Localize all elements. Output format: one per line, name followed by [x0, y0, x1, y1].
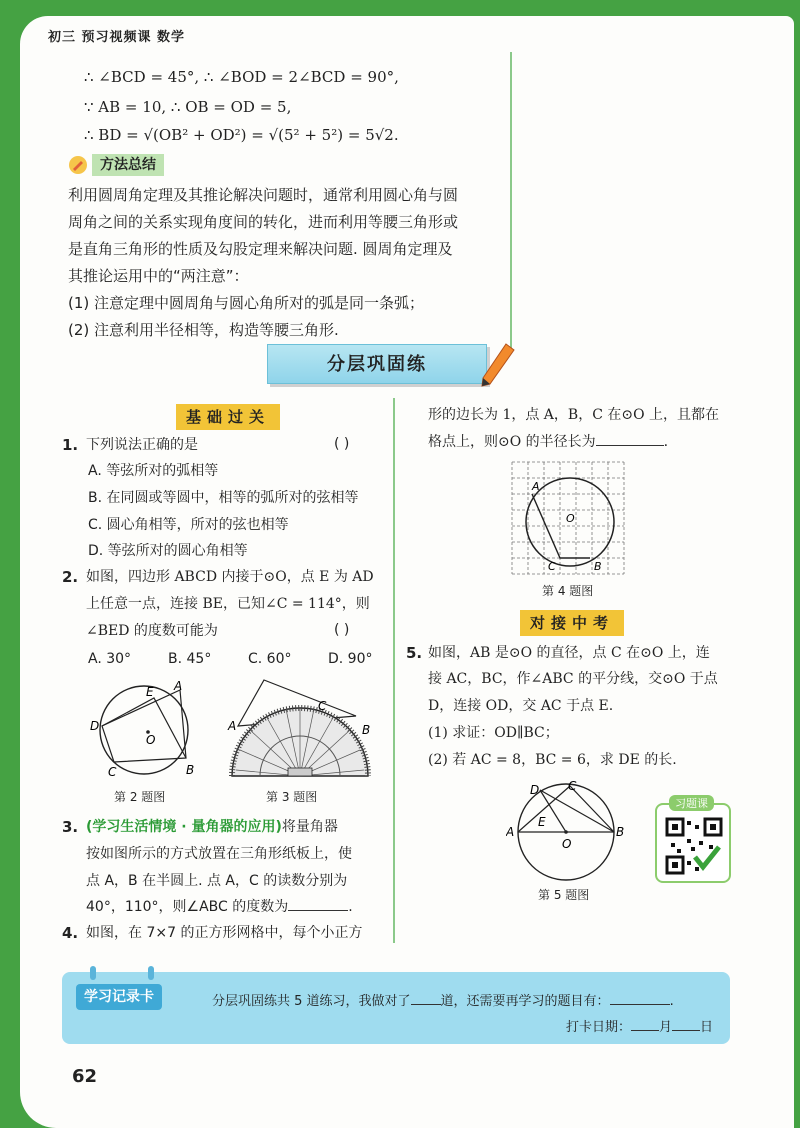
fig5-label-b: B: [616, 825, 625, 839]
q3-line-4-text: 40°，110°，则∠ABC 的度数为: [86, 899, 289, 915]
section-exam-title: 对接中考: [520, 610, 624, 636]
record-card-title: 学习记录卡: [76, 984, 162, 1010]
q3-protractor-figure: [226, 676, 376, 786]
q2-caption: 第 2 题图: [114, 790, 166, 804]
q3-line-4-end: .: [348, 899, 353, 915]
q1-option-b: B. 在同圆或等圆中，相等的弧所对的弦相等: [88, 490, 359, 506]
record-correct-blank[interactable]: [411, 991, 441, 1005]
q3-line-1-rest: 将量角器: [281, 819, 338, 835]
q3-number: 3.: [62, 818, 79, 836]
q4-line-3-text: 格点上，则⊙O 的半径长为: [428, 434, 596, 450]
q4-line-2: 形的边长为 1，点 A，B，C 在⊙O 上，且都在: [428, 407, 720, 423]
fig4-label-b: B: [594, 560, 602, 573]
q2-number: 2.: [62, 568, 79, 586]
q2-line-1: 如图，四边形 ABCD 内接于⊙O，点 E 为 AD: [86, 569, 374, 585]
study-record-card: [62, 972, 730, 1044]
fig2-label-c: C: [108, 765, 117, 779]
fig2-label-e: E: [146, 685, 154, 699]
fig4-label-o: O: [566, 512, 575, 525]
solution-line-3: ∴ BD = √(OB² + OD²) = √(5² + 5²) = 5√2.: [84, 126, 399, 144]
qr-code-icon[interactable]: [665, 817, 723, 875]
record-pin-left: [90, 966, 96, 980]
q2-answer-bracket: ( ): [334, 622, 350, 638]
q5-figure: [506, 780, 630, 884]
q4-line-3: [428, 431, 668, 453]
q4-caption: 第 4 题图: [542, 584, 594, 598]
q2-option-b: B. 45°: [168, 651, 212, 667]
q4-number: 4.: [62, 924, 79, 942]
record-line-1b: 道，还需要再学习的题目有：: [440, 994, 610, 1009]
column-divider-top: [510, 52, 512, 352]
record-month-label: 月: [659, 1020, 673, 1035]
q3-caption: 第 3 题图: [266, 790, 318, 804]
solution-line-2: ∵ AB = 10, ∴ OB = OD = 5,: [84, 98, 292, 116]
q2-line-3: ∠BED 的度数可能为: [86, 623, 218, 639]
record-day-label: 日: [700, 1020, 714, 1035]
record-line-2: [566, 1016, 713, 1035]
fig2-label-o: O: [146, 733, 156, 747]
fig2-label-a: A: [174, 679, 183, 693]
q2-option-d: D. 90°: [328, 651, 373, 667]
fig5-label-o: O: [562, 837, 572, 851]
method-line-6: (2) 注意利用半径相等，构造等腰三角形.: [68, 321, 339, 339]
fig5-label-c: C: [568, 780, 577, 793]
qr-code-card[interactable]: [655, 797, 731, 883]
fig5-label-e: E: [538, 815, 546, 829]
method-line-1: 利用圆周角定理及其推论解决问题时，通常利用圆心角与圆: [68, 186, 459, 204]
q3-line-1: [86, 816, 338, 838]
q5-line-3: D，连接 OD，交 AC 于点 E.: [428, 698, 614, 714]
q5-sub-2: (2) 若 AC = 8，BC = 6，求 DE 的长.: [428, 752, 677, 768]
record-month-blank[interactable]: [631, 1017, 659, 1031]
q3-line-3: 点 A，B 在半圆上. 点 A，C 的读数分别为: [86, 873, 348, 889]
pencil-hand-icon: [68, 155, 88, 175]
section-basic-title: 基础过关: [176, 404, 280, 430]
q5-number: 5.: [406, 644, 423, 662]
method-line-2: 周角之间的关系实现角度间的转化，进而利用等腰三角形或: [68, 213, 459, 231]
q2-option-a: A. 30°: [88, 651, 132, 667]
q4-line-3-end: .: [663, 434, 669, 450]
q5-caption: 第 5 题图: [538, 888, 590, 902]
q3-context-tag: (学习生活情境 · 量角器的应用): [86, 819, 282, 835]
q1-option-d: D. 等弦所对的圆心角相等: [88, 543, 248, 559]
page-header: 初三 预习视频课 数学: [48, 30, 186, 45]
column-divider-mid: [393, 398, 395, 943]
q1-number: 1.: [62, 436, 79, 454]
q4-grid-figure: [510, 460, 630, 576]
method-line-4: 其推论运用中的“两注意”：: [68, 267, 249, 285]
fig2-label-d: D: [90, 719, 100, 733]
solution-line-1: ∴ ∠BCD = 45°, ∴ ∠BOD = 2∠BCD = 90°,: [84, 68, 399, 86]
q3-line-4: [86, 896, 353, 918]
fig3-label-b: B: [362, 723, 371, 737]
q4-answer-blank[interactable]: [596, 432, 664, 446]
fig3-label-c: C: [318, 699, 327, 713]
q3-answer-blank[interactable]: [288, 897, 348, 911]
record-pin-right: [148, 966, 154, 980]
method-line-5: (1) 注意定理中圆周角与圆心角所对的弧是同一条弧；: [68, 294, 425, 312]
record-date-label: 打卡日期：: [566, 1020, 632, 1035]
fig3-label-a: A: [228, 719, 237, 733]
q1-option-a: A. 等弦所对的弧相等: [88, 463, 219, 479]
section-banner: 分层巩固练: [267, 344, 487, 384]
q5-line-2: 接 AC，BC，作∠ABC 的平分线，交⊙O 于点: [428, 671, 718, 687]
q2-line-2: 上任意一点，连接 BE，已知∠C = 114°，则: [86, 596, 370, 612]
q4-line-1: 如图，在 7×7 的正方形网格中，每个小正方: [86, 925, 363, 941]
method-summary-title: 方法总结: [92, 154, 164, 176]
fig2-label-b: B: [186, 763, 195, 777]
fig4-label-a: A: [532, 480, 540, 493]
method-line-3: 是直角三角形的性质及勾股定理来解决问题. 圆周角定理及: [68, 240, 453, 258]
record-line-1c: .: [669, 994, 674, 1009]
qr-label: 习题课: [669, 795, 714, 811]
q2-option-c: C. 60°: [248, 651, 292, 667]
record-line-1: [212, 990, 674, 1009]
q2-figure: [86, 676, 206, 786]
q1-option-c: C. 圆心角相等，所对的弦也相等: [88, 517, 289, 533]
q5-sub-1: (1) 求证：OD∥BC；: [428, 725, 559, 741]
q1-answer-bracket: ( ): [334, 436, 350, 452]
q1-text: 下列说法正确的是: [86, 437, 198, 453]
fig5-label-a: A: [506, 825, 515, 839]
q3-line-2: 按如图所示的方式放置在三角形纸板上，使: [86, 846, 352, 862]
pencil-icon: [478, 340, 518, 390]
page-number: 62: [72, 1066, 98, 1087]
record-line-1a: 分层巩固练共 5 道练习，我做对了: [212, 994, 411, 1009]
record-day-blank[interactable]: [672, 1017, 700, 1031]
fig5-label-d: D: [530, 783, 540, 797]
fig4-label-c: C: [548, 560, 556, 573]
record-review-blank[interactable]: [610, 991, 670, 1005]
q5-line-1: 如图，AB 是⊙O 的直径，点 C 在⊙O 上，连: [428, 645, 710, 661]
